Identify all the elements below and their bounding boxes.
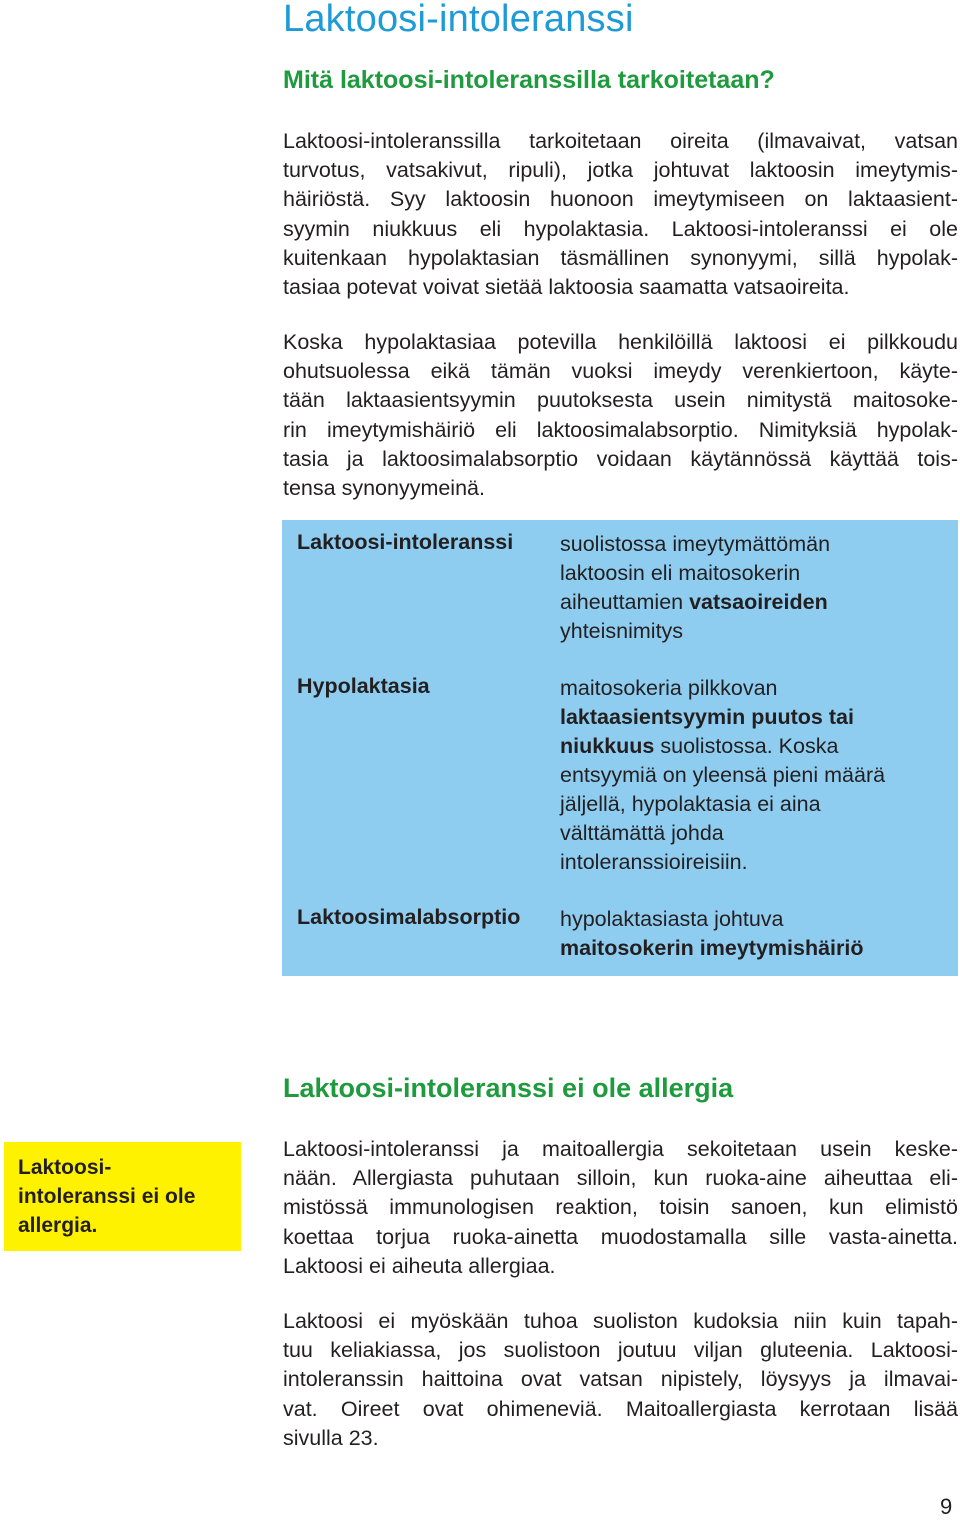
paragraph-line: turvotus, vatsakivut, ripuli), jotka johtuvat laktoosin imeytymis- [283, 158, 958, 183]
definition-emphasis: niukkuus [560, 734, 655, 758]
definition-lactose-malabsorption [560, 905, 864, 963]
paragraph-line: mistössä immunologisen reaktion, toisin sanoen, kun elimistö [283, 1195, 958, 1220]
paragraph-line: Koska hypolaktasiaa potevilla henkilöillä laktoosi ei pilkkoudu [283, 330, 958, 354]
paragraph-allergy [283, 1135, 958, 1281]
definition-line: maitosokeria pilkkovan [560, 676, 778, 700]
callout-line: intoleranssi ei ole [18, 1185, 196, 1208]
definition-line: suolistossa imeytymättömän [560, 532, 831, 556]
term-lactose-intolerance: Laktoosi-intoleranssi [297, 530, 514, 554]
paragraph-line: nään. Allergiasta puhutaan silloin, kun ruoka-aine aiheuttaa eli- [283, 1166, 958, 1191]
paragraph-line: koettaa torjua ruoka-ainetta muodostamalla sille vasta-ainetta. [283, 1224, 958, 1249]
definition-hypolactasia [560, 674, 885, 877]
paragraph-line: tasia ja laktoosimalabsorptio voidaan käytännössä käyttää tois- [283, 446, 958, 471]
paragraph-line: Laktoosi-intoleranssi ja maitoallergia sekoitetaan usein keske- [283, 1137, 958, 1161]
definition-line [560, 934, 864, 963]
page-number: 9 [940, 1494, 953, 1519]
page-title: Laktoosi-intoleranssi [283, 0, 634, 40]
definition-line: hypolaktasiasta johtuva [560, 907, 784, 931]
paragraph-line: syymin niukkuus eli hypolaktasia. Laktoosi-intoleranssi ei ole [283, 216, 958, 241]
paragraph-line: tasiaa potevat voivat sietää laktoosia saamatta vatsaoireita. [283, 274, 850, 299]
paragraph-line: Laktoosi-intoleranssilla tarkoitetaan oireita (ilmavaivat, vatsan [283, 129, 958, 153]
section-heading: Laktoosi-intoleranssi ei ole allergia [283, 1073, 734, 1103]
definition-line: välttämättä johda [560, 821, 724, 845]
callout-text [18, 1153, 233, 1240]
paragraph-line: kuitenkaan hypolaktasian täsmällinen synonyymi, sillä hypolak- [283, 245, 958, 270]
definition-line: jäljellä, hypolaktasia ei aina [560, 792, 821, 816]
paragraph-line: ohutsuolessa eikä tämän vuoksi imeydy verenkiertoon, käyte- [283, 359, 958, 384]
definition-line: yhteisnimitys [560, 619, 684, 643]
definition-line: entsyymiä on yleensä pieni määrä [560, 763, 886, 787]
callout-line: Laktoosi- [18, 1156, 112, 1179]
definition-emphasis: maitosokerin imeytymishäiriö [560, 936, 864, 960]
section-heading: Mitä laktoosi-intoleranssilla tarkoitetaan? [283, 66, 775, 94]
paragraph-line: vat. Oireet ovat ohimeneviä. Maitoallergiasta kerrotaan lisää [283, 1396, 958, 1421]
paragraph-hypolactasia [283, 328, 958, 503]
term-hypolactasia: Hypolaktasia [297, 674, 430, 698]
paragraph-symptoms [283, 1307, 958, 1453]
definition-emphasis: vatsaoireiden [689, 590, 828, 614]
paragraph-line: tuu keliakiassa, jos suolistoon joutuu viljan gluteenia. Laktoosi- [283, 1338, 958, 1363]
definition-lactose-intolerance [560, 530, 830, 646]
definition-line: niukkuus suolistossa. Koska [560, 734, 839, 758]
callout-line: allergia. [18, 1214, 98, 1237]
paragraph-line: Laktoosi ei myöskään tuhoa suoliston kudoksia niin kuin tapah- [283, 1309, 958, 1333]
definition-line: aiheuttamien vatsaoireiden [560, 590, 828, 614]
definition-line [560, 703, 885, 732]
term-lactose-malabsorption: Laktoosimalabsorptio [297, 905, 521, 929]
paragraph-line: häiriöstä. Syy laktoosin huonoon imeytymiseen on laktaasient- [283, 187, 958, 212]
paragraph-line: intoleranssin haittoina ovat vatsan nipistely, löysyys ja ilmavai- [283, 1367, 958, 1392]
definition-emphasis: laktaasientsyymin puutos tai [560, 705, 854, 729]
definition-line: intoleranssioireisiin. [560, 850, 748, 874]
paragraph-line: rin imeytymishäiriö eli laktoosimalabsorptio. Nimityksiä hypolak- [283, 417, 958, 442]
paragraph-definition [283, 127, 958, 302]
definition-line: laktoosin eli maitosokerin [560, 561, 801, 585]
paragraph-line: tään laktaasientsyymin puutoksesta usein nimitystä maitosoke- [283, 388, 958, 413]
paragraph-line: Laktoosi ei aiheuta allergiaa. [283, 1253, 556, 1278]
paragraph-line: tensa synonyymeinä. [283, 475, 485, 500]
paragraph-line: sivulla 23. [283, 1425, 379, 1450]
